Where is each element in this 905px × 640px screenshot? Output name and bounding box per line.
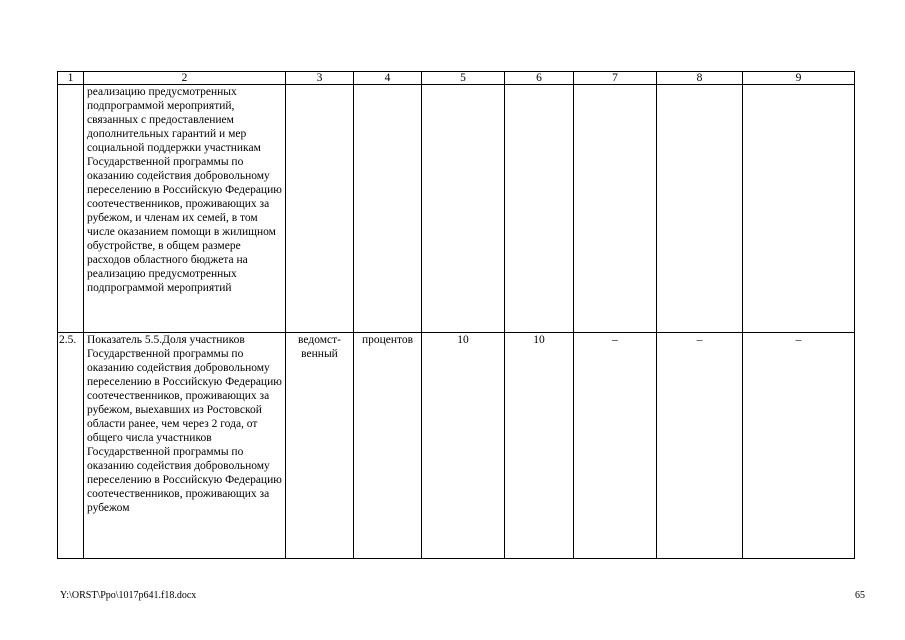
cell-number: 2.5. (58, 333, 84, 559)
cell-value-6 (505, 85, 574, 333)
footer-page-number: 65 (855, 590, 865, 601)
header-col-7: 7 (574, 72, 657, 85)
cell-value-7: – (574, 333, 657, 559)
cell-indicator-text (84, 85, 286, 333)
cell-number (58, 85, 84, 333)
cell-value-6: 10 (505, 333, 574, 559)
header-col-6: 6 (505, 72, 574, 85)
table-row-2-5 (58, 333, 855, 559)
indicator-text: Показатель 5.5.Доля участников Государственной программы по оказанию содействия добровольному переселению в Российскую Федерацию соотечественников, проживающих за рубежом, выехавших из Ростовской области ранее, чем через 2 года, от общего числа участников Государственной программы по оказанию содействия добровольному переселению в Российскую Федерацию соотечественников, проживающих за рубежом (87, 334, 282, 514)
cell-value-8 (657, 85, 743, 333)
header-col-9: 9 (743, 72, 855, 85)
cell-unit (354, 85, 422, 333)
indicators-table (57, 71, 855, 559)
header-col-8: 8 (657, 72, 743, 85)
cell-indicator-text (84, 333, 286, 559)
cell-unit: процентов (354, 333, 422, 559)
cell-indicator-type: ведомст-венный (286, 333, 354, 559)
header-col-5: 5 (422, 72, 505, 85)
header-col-3: 3 (286, 72, 354, 85)
cell-indicator-type (286, 85, 354, 333)
table-row-continuation (58, 85, 855, 333)
cell-value-5 (422, 85, 505, 333)
continuation-text: реализацию предусмотренных подпрограммой мероприятий, связанных с предоставлением дополнительных гарантий и мер социальной поддержки участникам Государственной программы по оказанию содействия добровольному переселению в Российскую Федерацию соотечественников, проживающих за рубежом, и членам их семей, в том числе оказанием помощи в жилищном обустройстве, в общем размере расходов областного бюджета на реализацию предусмотренных подпрограммой мероприятий (87, 86, 282, 294)
cell-value-8: – (657, 333, 743, 559)
header-row (58, 72, 855, 85)
footer-file-path: Y:\ORST\Ppo\1017p641.f18.docx (60, 590, 197, 601)
header-col-1: 1 (58, 72, 84, 85)
cell-value-9 (743, 85, 855, 333)
header-col-2: 2 (84, 72, 286, 85)
header-col-4: 4 (354, 72, 422, 85)
cell-value-5: 10 (422, 333, 505, 559)
cell-value-9: – (743, 333, 855, 559)
cell-value-7 (574, 85, 657, 333)
